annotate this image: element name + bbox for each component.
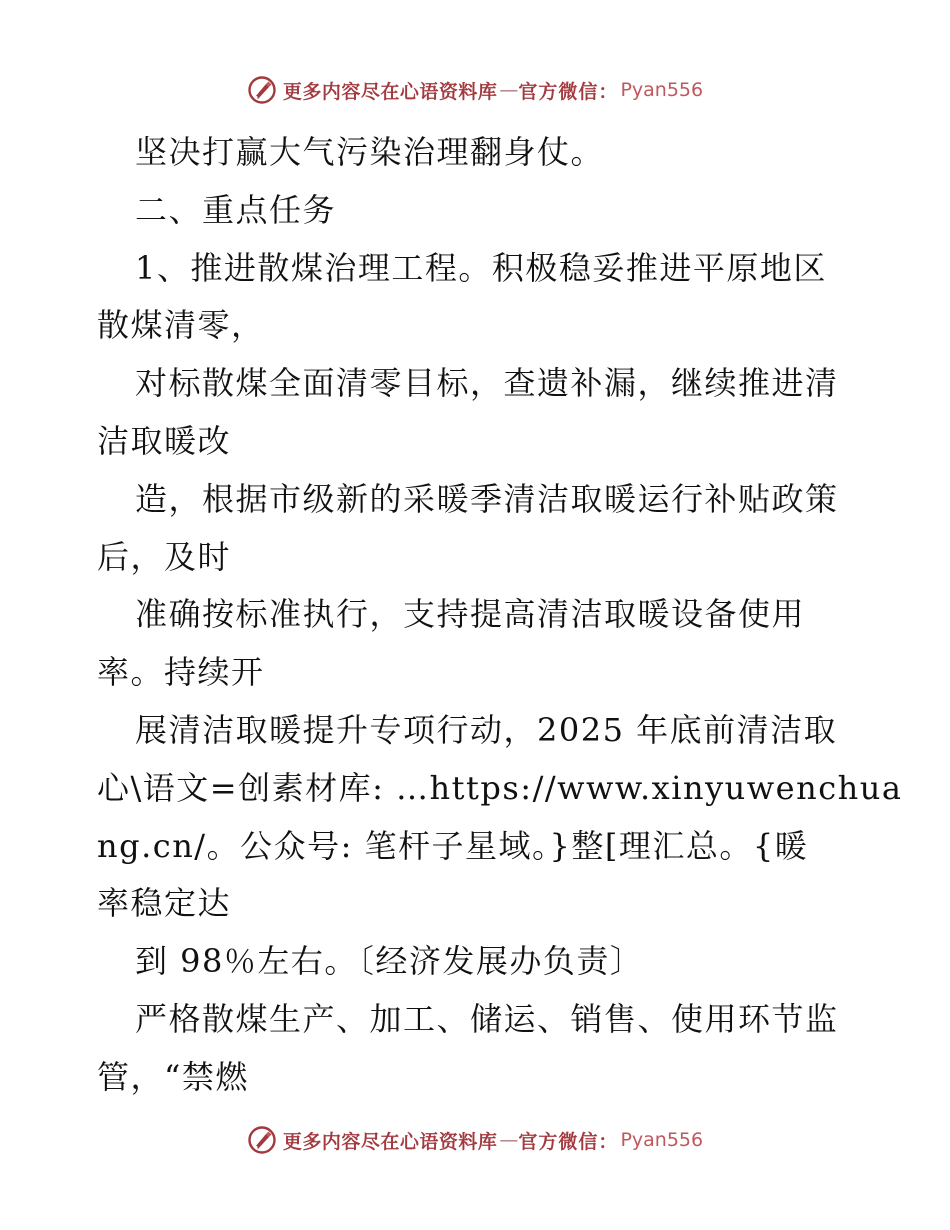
document-body: [97, 124, 903, 1107]
watermark-footer: [0, 1120, 950, 1160]
text-line: 率。持续开: [97, 653, 265, 692]
pen-logo-icon: [247, 75, 277, 105]
watermark-wechat-id: Pyan556: [620, 1129, 704, 1151]
text-line: 洁取暖改: [97, 421, 232, 460]
pen-logo-icon: [247, 1125, 277, 1155]
text-line: 管，“禁燃: [97, 1057, 249, 1096]
text-line: 准确按标准执行，支持提高清洁取暖设备使用: [135, 595, 806, 634]
text-line: 到 98％左右。〔经济发展办负责〕: [135, 942, 644, 981]
text-line: 1、推进散煤治理工程。积极稳妥推进平原地区: [135, 248, 827, 287]
text-line: 率稳定达: [97, 884, 232, 923]
text-line: 散煤清零，: [97, 306, 265, 345]
watermark-text: 更多内容尽在心语资料库: [282, 1130, 498, 1153]
watermark-wechat-label: 官方微信：: [518, 80, 619, 103]
text-line: 坚决打赢大气污染治理翻身仗。: [135, 133, 605, 171]
section-heading: 二、重点任务: [135, 190, 337, 229]
text-line: 后，及时: [97, 537, 232, 576]
text-line: 对标散煤全面清零目标，查遗补漏，继续推进清: [135, 364, 839, 403]
watermark-wechat-id: Pyan556: [620, 79, 704, 101]
watermark-header: [0, 70, 950, 110]
watermark-separator: —: [499, 1129, 517, 1151]
text-line: 造，根据市级新的采暖季清洁取暖运行补贴政策: [135, 479, 839, 518]
text-line: 心\语文=创素材库: …https://www.xinyuwenchua: [97, 768, 903, 807]
text-line: 展清洁取暖提升专项行动，2025 年底前清洁取: [135, 710, 838, 749]
watermark-text: 更多内容尽在心语资料库: [282, 80, 498, 103]
text-line: 严格散煤生产、加工、储运、销售、使用环节监: [135, 999, 839, 1038]
watermark-separator: —: [499, 79, 517, 101]
text-line: ng.cn/。公众号: 笔杆子星域。}整[理汇总。{暖: [97, 826, 809, 865]
watermark-wechat-label: 官方微信：: [518, 1130, 619, 1153]
